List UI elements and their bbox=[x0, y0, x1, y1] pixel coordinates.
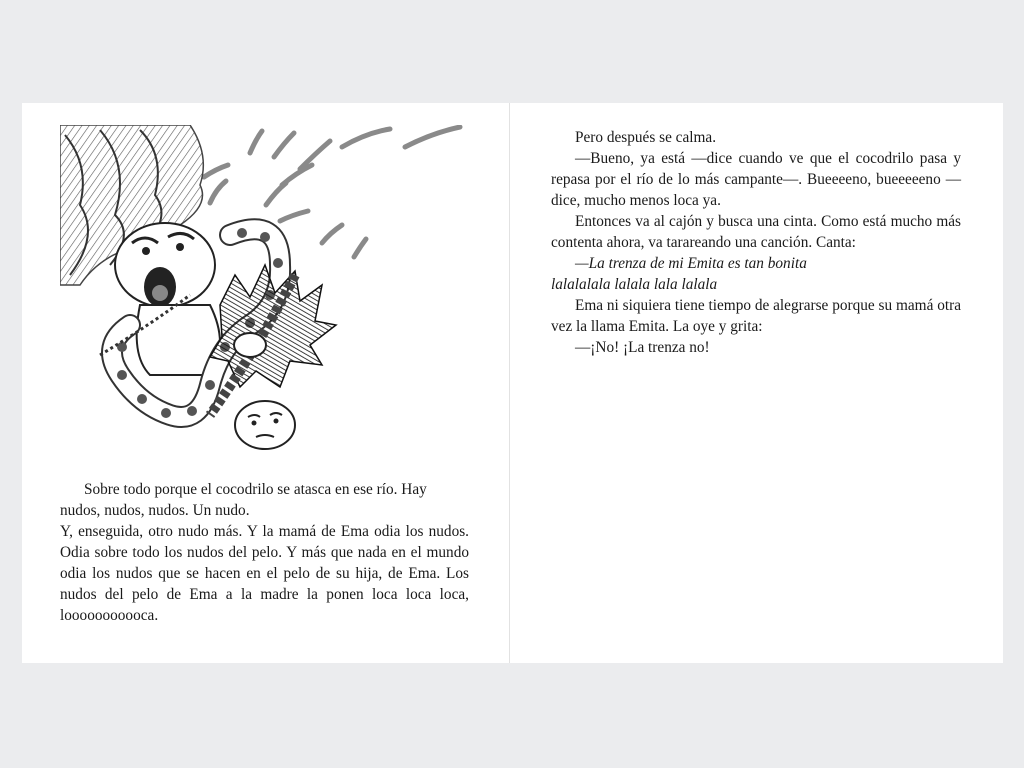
right-page bbox=[510, 103, 1003, 663]
paragraph: Ema ni siquiera tiene tiempo de alegrarse porque su mamá otra vez la llama Emita. La oye y grita: bbox=[551, 297, 961, 335]
left-page-text bbox=[60, 479, 469, 626]
paragraph: Sobre todo porque el cocodrilo se atasca en ese río. Hay nudos, nudos, nudos. Un nudo. bbox=[60, 481, 427, 519]
right-page-text bbox=[551, 127, 961, 358]
paragraph: —Bueno, ya está —dice cuando ve que el cocodrilo pasa y repasa por el río de lo más campante—. Bueeeeno, bueeeeeno —dice, mucho menos loca ya. bbox=[551, 150, 961, 209]
paragraph: Y, enseguida, otro nudo más. Y la mamá de Ema odia los nudos. Odia sobre todo los nudos del pelo. Y más que nada en el mundo odia los nudos que se hacen en el pelo de su hija, de Ema. Los nudos del pelo de Ema a la madre la ponen loca loca loca, looooooooooca. bbox=[60, 523, 469, 624]
left-page bbox=[22, 103, 509, 663]
paragraph: —¡No! ¡La trenza no! bbox=[575, 339, 710, 356]
paragraph: Pero después se calma. bbox=[575, 129, 717, 146]
illustration-mother-braiding-hair bbox=[60, 125, 470, 453]
song-line: lalalalala lalala lala lalala bbox=[551, 276, 718, 293]
paragraph: Entonces va al cajón y busca una cinta. Como está mucho más contenta ahora, va tarareando una canción. Canta: bbox=[551, 213, 961, 251]
song-line: —La trenza de mi Emita es tan bonita bbox=[575, 255, 807, 272]
open-book-spread bbox=[22, 103, 1003, 663]
